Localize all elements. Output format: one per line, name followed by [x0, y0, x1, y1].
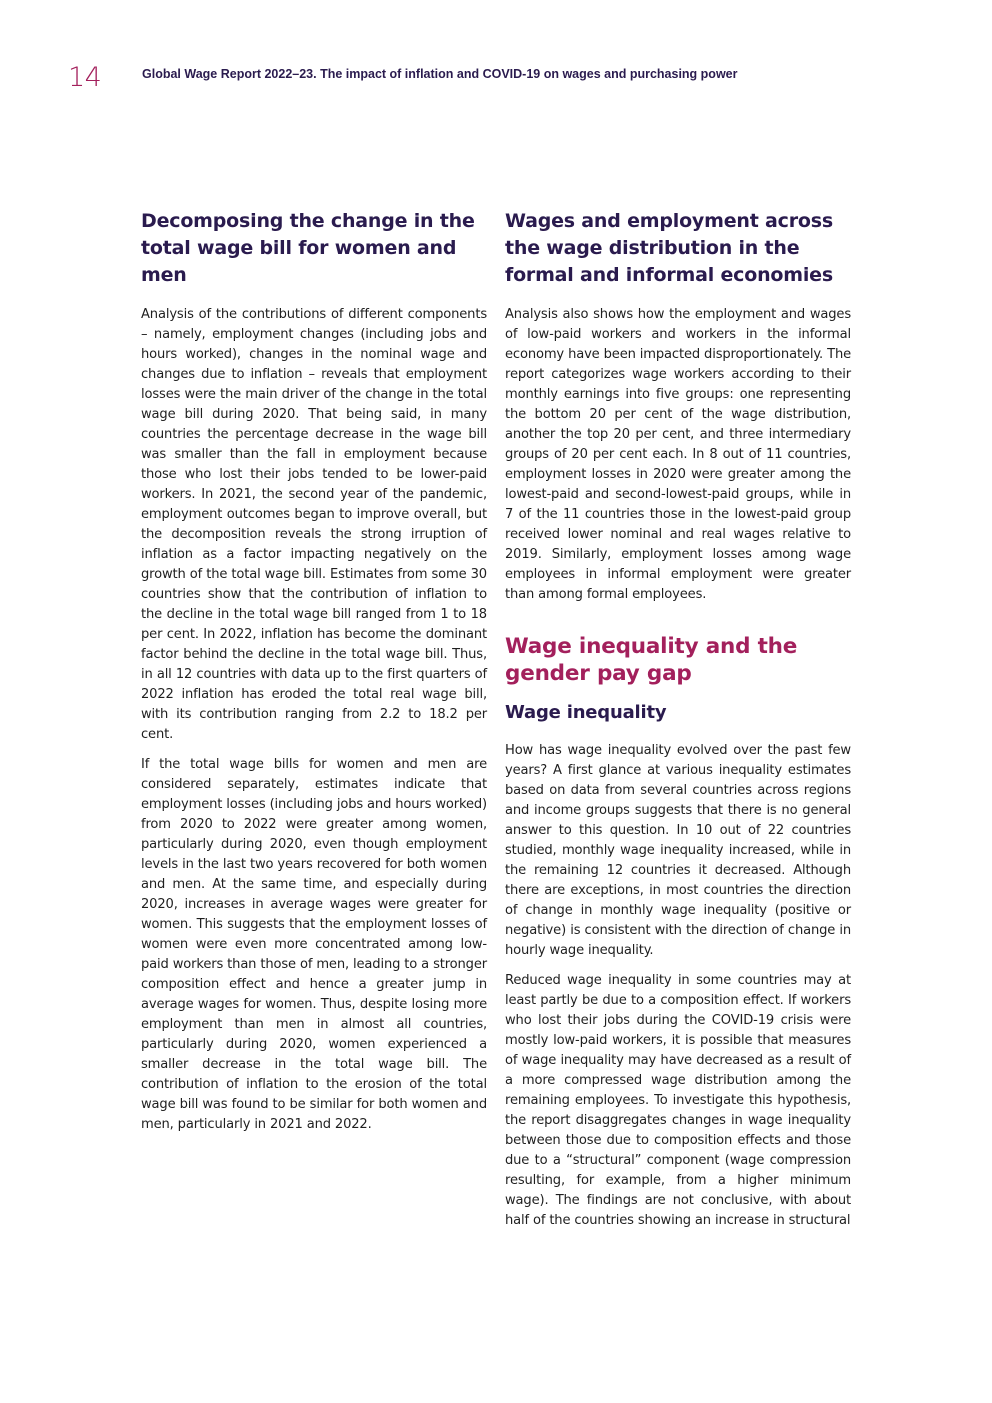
page-number: 14: [68, 62, 102, 93]
body-paragraph: Analysis also shows how the employment and wages of low-paid workers and workers in the informal economy have been impacted disproportionately. The report categorizes wage workers according to their monthly earnings into five groups: one representing the bottom 20 per cent of the wage distribution, another the top 20 per cent, and three intermediary groups of 20 per cent each. In 8 out of 11 countries, employment losses in 2020 were greater among the lowest-paid and second-lowest-paid groups, while in 7 of the 11 countries those in the lowest-paid group received lower nominal and real wages relative to 2019. Similarly, employment losses among wage employees in informal employment were greater than among formal employees.: [505, 307, 851, 602]
section-heading-wages-employment: Wages and employment across the wage distribution in the formal and informal economies: [505, 210, 833, 286]
section-spacer: [505, 615, 851, 633]
right-column: [505, 208, 851, 1241]
subheading-wage-inequality: Wage inequality: [505, 702, 667, 723]
running-header-title: Global Wage Report 2022–23. The impact of inflation and COVID-19 on wages and purchasing power: [142, 67, 738, 81]
body-paragraph: Analysis of the contributions of different components – namely, employment changes (including jobs and hours worked), changes in the nominal wage and changes due to inflation – reveals that employment losses were the main driver of the change in the total wage bill during 2020. That being said, in many countries the percentage decrease in the wage bill was smaller than the fall in employment because those who lost their jobs tended to be lower-paid workers. In 2021, the second year of the pandemic, employment outcomes began to improve overall, but the decomposition reveals the strong irruption of inflation as a factor impacting negatively on the growth of the total wage bill. Estimates from some 30 countries show that the contribution of inflation to the decline in the total wage bill ranged from 1 to 18 per cent. In 2022, inflation has become the dominant factor behind the decline in the total wage bill. Thus, in all 12 countries with data up to the first quarters of 2022 inflation has eroded the total real wage bill, with its contribution ranging from 2.2 to 18.2 per cent.: [141, 307, 487, 742]
body-paragraph: If the total wage bills for women and men are considered separately, estimates indicate that employment losses (including jobs and hours worked) from 2020 to 2022 were greater among women, particularly during 2020, even though employment levels in the last two years recovered for both women and men. At the same time, and especially during 2020, increases in average wages were greater for women. This suggests that the employment losses of women were even more concentrated among low-paid workers than those of men, leading to a stronger composition effect and hence a greater jump in average wages for women. Thus, despite losing more employment than men in almost all countries, particularly during 2020, women experienced a smaller decrease in the total wage bill. The contribution of inflation to the erosion of the total wage bill was found to be similar for both women and men, particularly in 2021 and 2022.: [141, 757, 487, 1132]
major-heading-wage-inequality-gender-gap: Wage inequality and the gender pay gap: [505, 634, 798, 686]
body-paragraph: Reduced wage inequality in some countries may at least partly be due to a composition effect. If workers who lost their jobs during the COVID-19 crisis were mostly low-paid workers, it is possible that measures of wage inequality may have decreased as a result of a more compressed wage distribution among the remaining employees. To investigate this hypothesis, the report disaggregates changes in wage inequality between those due to composition effects and those due to a “structural” component (wage compression resulting, for example, from a higher minimum wage). The findings are not conclusive, with about half of the countries showing an increase in structural: [505, 973, 851, 1228]
left-column: [141, 208, 487, 1145]
body-paragraph: How has wage inequality evolved over the past few years? A first glance at various inequality estimates based on data from several countries across regions and income groups suggests that there is no general answer to this question. In 10 out of 22 countries studied, monthly wage inequality increased, while in the remaining 12 countries it decreased. Although there are exceptions, in most countries the direction of change in monthly wage inequality (positive or negative) is consistent with the direction of change in hourly wage inequality.: [505, 743, 851, 958]
section-heading-wage-bill: Decomposing the change in the total wage bill for women and men: [141, 210, 475, 286]
